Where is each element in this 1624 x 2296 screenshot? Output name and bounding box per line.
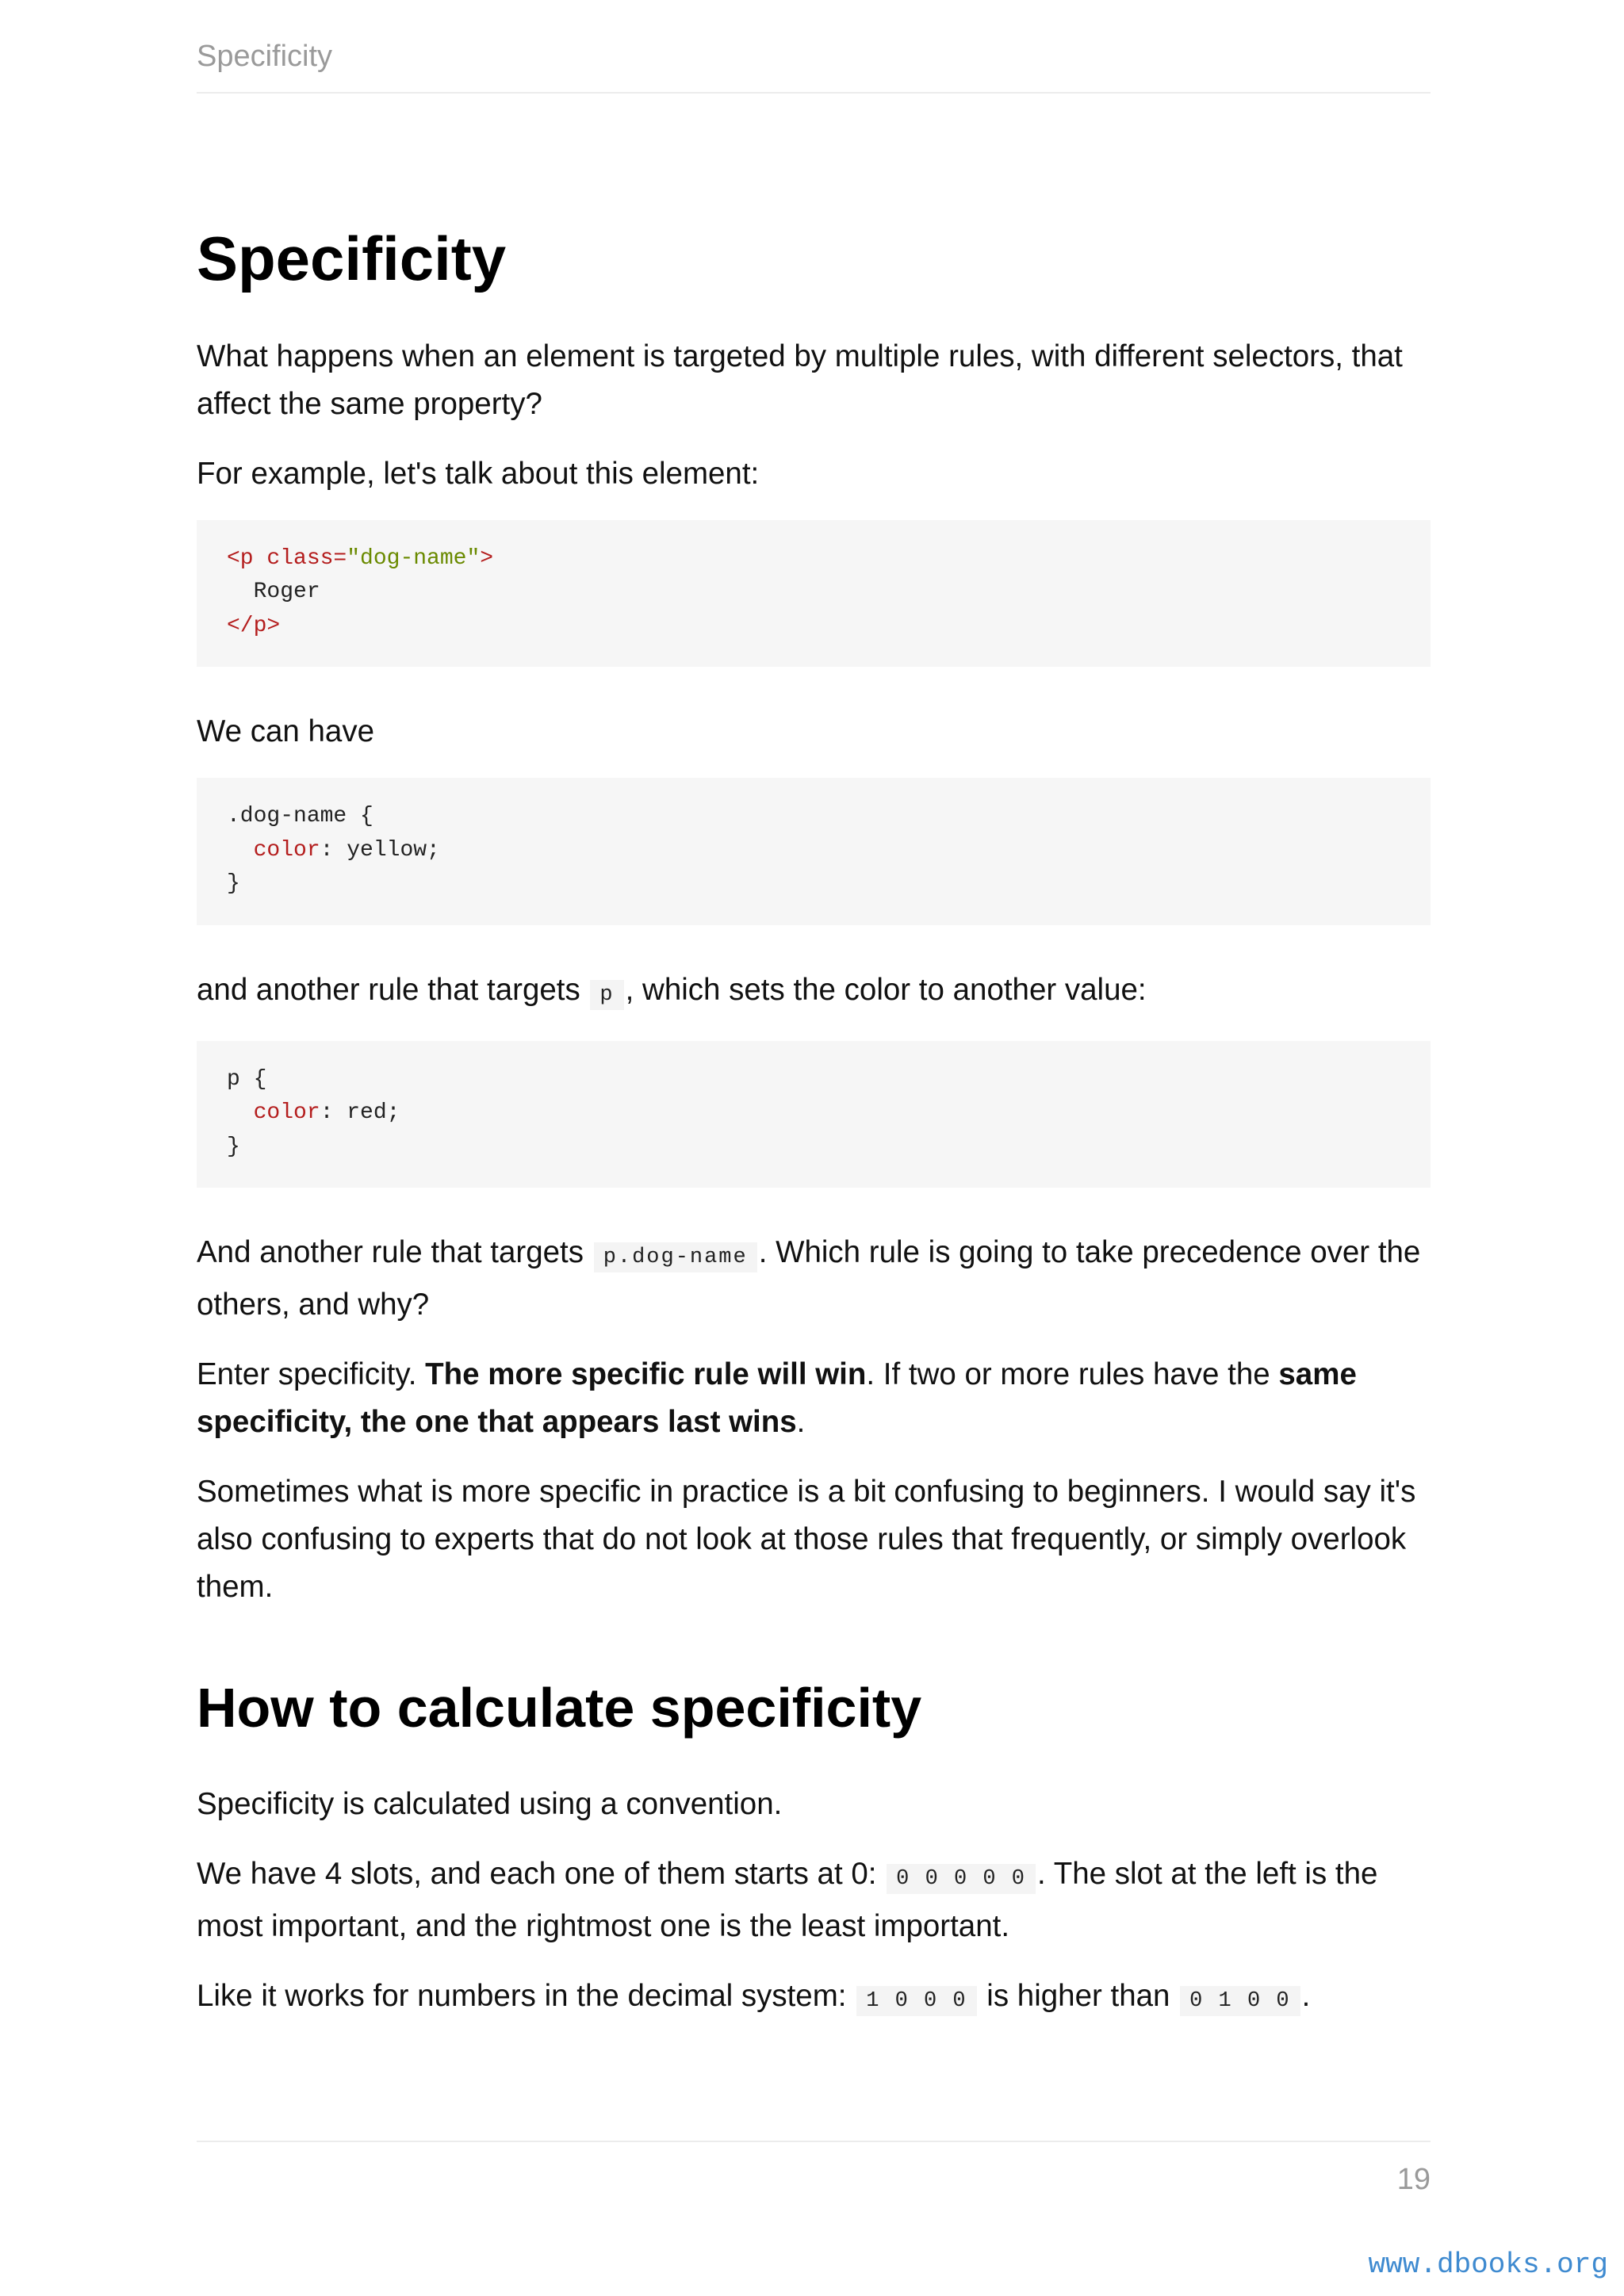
text-segment: . Which rule is going to take precedence over the others, and why?	[197, 1235, 1421, 1322]
text-segment: . If two or more rules have the	[866, 1357, 1279, 1392]
text-segment: and another rule that targets	[197, 972, 589, 1007]
code-token-tag: <p class=	[227, 545, 347, 571]
running-header: Specificity	[197, 40, 333, 73]
text-segment: And another rule that targets	[197, 1235, 592, 1270]
code-indent	[227, 838, 254, 863]
inline-code: 0 0 0 0 0	[887, 1864, 1036, 1894]
text-segment: Like it works for numbers in the decimal system:	[197, 1979, 856, 2014]
text-segment: . The slot at the left is the most important, and the rightmost one is the least important.	[197, 1857, 1378, 1944]
code-token-tag: </p>	[227, 613, 281, 638]
text-segment: , which sets the color to another value:	[625, 972, 1147, 1007]
code-token-tag: >	[480, 545, 494, 571]
code-block-element-rule	[197, 1041, 1431, 1188]
inline-code: 1 0 0 0	[856, 1986, 976, 2016]
another-rule-paragraph	[197, 966, 1431, 1019]
code-token-value: : red;	[320, 1100, 400, 1126]
code-line: p {	[227, 1066, 267, 1092]
code-token-value: : yellow;	[320, 837, 440, 863]
text-segment: We have 4 slots, and each one of them starts at 0:	[197, 1857, 886, 1892]
precedence-paragraph	[197, 1229, 1431, 1329]
code-line: }	[227, 871, 240, 897]
slots-paragraph	[197, 1850, 1431, 1950]
example-paragraph: For example, let's talk about this element:	[197, 456, 760, 491]
page-content	[197, 222, 1431, 2047]
watermark-link[interactable]: www.dbooks.org	[1368, 2248, 1608, 2281]
decimal-paragraph	[197, 1973, 1431, 2025]
text-segment: .	[1301, 1979, 1311, 2014]
footer-divider	[197, 2141, 1431, 2142]
specificity-rule-paragraph	[197, 1351, 1431, 1446]
text-segment: Enter specificity.	[197, 1357, 426, 1392]
bold-text: The more specific rule will win	[425, 1357, 867, 1392]
section-title-calculate: How to calculate specificity	[197, 1677, 922, 1739]
header-divider	[197, 92, 1431, 94]
bold-text: same specificity, the one that appears last wins	[197, 1357, 1357, 1440]
inline-code: p	[590, 980, 623, 1010]
intro-paragraph: What happens when an element is targeted by multiple rules, with different selectors, that affect the same property?	[197, 339, 1403, 421]
code-line: }	[227, 1134, 240, 1159]
code-token-string: "dog-name"	[347, 545, 481, 571]
inline-code: 0 1 0 0	[1180, 1986, 1300, 2016]
code-token-property: color	[253, 1100, 320, 1126]
beginners-paragraph: Sometimes what is more specific in practice is a bit confusing to beginners. I would say it's also confusing to experts that do not look at those rules that frequently, or simply overlook them.	[197, 1475, 1416, 1605]
code-block-class-rule	[197, 778, 1431, 925]
code-indent	[227, 1100, 254, 1125]
code-token-property: color	[253, 837, 320, 863]
section-title-specificity: Specificity	[197, 224, 507, 293]
inline-code: p.dog-name	[594, 1242, 757, 1272]
text-segment: .	[796, 1405, 806, 1440]
page-number: 19	[1396, 2163, 1431, 2196]
code-block-html	[197, 520, 1431, 668]
code-line: Roger	[227, 580, 320, 605]
we-can-have-paragraph: We can have	[197, 714, 375, 749]
text-segment: is higher than	[978, 1979, 1179, 2014]
code-line: .dog-name {	[227, 804, 373, 829]
convention-paragraph: Specificity is calculated using a convention.	[197, 1787, 783, 1822]
